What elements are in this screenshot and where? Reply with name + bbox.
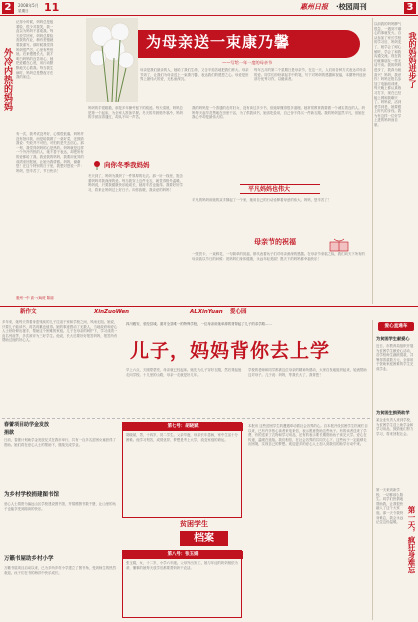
center-small-title-box (240, 184, 320, 194)
left-article-body-2: 有一次，我考试没考好，心情很低落，妈妈并没有批评我，而是给我做了一桌好菜，还鼓励我说：失败并不可怕，可怕的是失去信心。那一刻，我觉得妈妈的心是热的。妈妈就是这样一个外冷内热的人，她不善于表达，却把所有的爱都给了我。我爱我的妈妈，我要用优异的成绩来回报她，让她为我骄傲。妈妈，谢谢您！在这个特别的日子里，我想对您说一声：妈妈，您辛苦了，节日快乐！ (16, 132, 84, 173)
vertical-title-outer (2, 48, 12, 111)
lower-left-title-2: 捐款 (4, 430, 15, 436)
masthead-rule (0, 15, 418, 16)
headline-lede: 四川雅安，荥经县城。面对全县唯一的特殊学校，一位母亲用她单薄的背背起了儿子的求学路…… (126, 322, 272, 326)
left-column-top (2, 18, 84, 306)
lower-left-column (2, 420, 120, 620)
poor-student-files (122, 420, 370, 620)
sidebar-item-2-body: 某企业负责人来到学校，为贫困学生送上助学金和学习用品，鼓励他们努力学习，将来回报社会。 (376, 418, 414, 436)
right-column-divider (372, 18, 373, 304)
rose-icon (92, 160, 102, 170)
lower-left-title-4: 万籁书屋助乡村小学 (4, 556, 54, 562)
page-number: 2 (2, 2, 14, 14)
banner-subtitle: ——写给一年一度的母亲节 (222, 60, 273, 65)
headline-body-1: 早上六点，天刚蒙蒙亮，母亲就已经起床。她先为儿子穿好衣服，然后背起他走向学校。十几里的山路，母亲一走就是好几年。 (126, 368, 242, 377)
center-small-title: 平凡妈妈也伟大 (248, 186, 291, 193)
headline-left-column: 多年来，她每天背着身患残疾的儿子往返于家和学校之间，风雨无阻。她说，只要儿子能读书，再苦再累也值得。她的事迹感动了无数人，当地政府和爱心人士纷纷伸出援手，帮助这个困难的家庭。儿子在母亲的呵护下，学习成绩一直名列前茅，多次被评为三好学生。他说，长大后要好好报答妈妈，报答所有帮助过他的好心人。 (2, 320, 118, 343)
lower-rule (2, 418, 370, 419)
file-card-2-title: 第八号：张玉娟 (123, 551, 243, 559)
middle-band (0, 308, 418, 318)
vertical-title-part-1: 外 (2, 48, 12, 57)
paper-name: 惠州日报 (300, 3, 328, 11)
lower-left-body-3: 万籁书屋项目启动以来，已为多所乡村小学建立了图书角，受到师生的热烈欢迎。孩子们在书的海洋中快乐成长。 (4, 566, 116, 575)
banner (138, 30, 360, 58)
headline-photo-area (2, 320, 120, 416)
left-article-body-1: 记得小时候，妈妈总是板着脸，很少对我笑，我一直以为妈妈不喜欢我。每天放学回家，妈妈总要检查我的作业，稍有差错就要我重写。那时候我觉得妈妈很严厉，心里有些怕她。后来慢慢长大，我才明白妈妈的良苦用心，她把爱藏在心底，用行动默默地关心着我。每当我生病时，妈妈总是整夜守在我的床边。 (16, 20, 54, 80)
headline-body-2: 学校的老师和同学都被这位母亲的精神所感动，大家自发地组织起来，轮流帮助这对母子。儿子说：妈妈，等我长大了，我背您！ (248, 368, 367, 377)
mother-love-box (190, 238, 370, 306)
file-card-2-body: 张玉娟，女，十二岁，小学六年级。父母外出务工，她与年迈的奶奶相依为命，懂事的她每天放学后都要帮奶奶干农活。 (126, 561, 238, 570)
sidebar-badge: 爱心直通车 (378, 322, 414, 331)
banner-title: 为母亲送一束康乃馨 (146, 33, 291, 51)
gift-icon (328, 238, 350, 252)
lower-left-body-2: 爱心人士捐资为偏远山区学校建设图书馆，并捐赠图书数千册，让山里的孩子也能享受到阅读的快乐。 (4, 502, 116, 511)
sidebar-vertical-title: 第一天，疯狂身难忘 (407, 506, 416, 574)
mother-love-title: 母亲节的祝福 (254, 238, 296, 246)
center-small-section (190, 104, 370, 304)
rose-section-title: 向你冬季我妈妈 (104, 161, 150, 169)
sidebar-divider (372, 320, 373, 620)
file-card-1 (122, 422, 242, 518)
sidebar-right (374, 320, 418, 620)
middle-band-rule (0, 306, 418, 307)
headline-center (122, 320, 370, 416)
right-article-body: 以前我的妈妈脾气很急，一遇到不顺心的事就发火。自从参加了家长学校的学习后，妈妈变了，她学会了耐心倾听，学会了和我沟通交流。现在我们就像朋友一样无话不谈。我的妈妈进步了，我真为她高兴！妈妈，我爱你！妈妈还报名参加了电脑培训班，每天晚上都认真练习打字，现在已经能上网和我聊天了。妈妈说，活到老学到老，她要跟上时代的步伐。我为有这样一位好学上进的妈妈而自豪。 (374, 22, 402, 128)
sidebar-item-2-title: 为贫困生捐资助学 (376, 410, 410, 415)
file-center-title-1: 贫困学生 (180, 520, 208, 528)
vertical-title-part-3: 的妈妈 (2, 84, 12, 111)
middle-left-header-cn: 新作文 (20, 309, 37, 315)
page-label: 3 (404, 2, 416, 14)
left-article-byline: 惠州一中 高一(8)班 陈丽 (16, 296, 54, 300)
headline-title: 儿子，妈妈背你去上学 (130, 340, 331, 362)
section-name: ·校园周刊 (336, 3, 367, 11)
rose-section (86, 104, 186, 304)
date-label: 2008年5月 (18, 3, 39, 8)
mother-love-body: 一张贺卡，一束鲜花，一句简单的祝福，都代表着孩子们对母亲深深的感激。在母亲节来临之际，我们向天下所有的母亲致以节日的问候：祝妈妈们身体健康，永远年轻美丽！愿天下的妈妈都幸福快乐！ (192, 252, 365, 261)
middle-center-header-cn: 爱心园 (230, 309, 247, 315)
file-center-title-2: 档案 (180, 531, 228, 546)
masthead (0, 0, 418, 16)
day-number: 11 (44, 1, 60, 14)
rose-article-top: 妈妈的手很粗糙，那是多年操劳留下的痕迹。每天清晨，妈妈总是第一个起床，为全家人准备早餐。冬天的早晨格外寒冷，妈妈的手被冻得通红，却从不叫一声苦。 (88, 106, 183, 120)
carnation-illustration (86, 18, 138, 102)
sidebar-item-3-body: 第一天来到新学校，一切都那么陌生。同学们热情地帮助我，让我很快融入了这个大家庭。那一天令我终身难忘，我会永远记住这份温暖。 (376, 488, 404, 525)
banner-flowers (86, 18, 138, 102)
vertical-title-part-2: 冷内热 (2, 57, 12, 84)
file-card-2 (122, 550, 242, 618)
lower-left-title-1: 春蕾项目助学金发放 (4, 422, 50, 428)
center-article-top: 我的妈妈是一个普通的农村妇女，没有读过多少书，但她却懂得很多道理。她常常教育我要做一个诚实善良的人。妈妈每天起早贪黑地在田里干活，为了供我读书，她省吃俭用，自己舍不得买一件新衣服。我的妈妈虽然平凡，但她在我心中却是最伟大的。 (192, 106, 365, 120)
lower-center-body: 本报讯 这些贫困学生的遭遇牵动着社会各界的心。自本报开设贫困学生档案栏目以来，已有许多热心读者来电来信，表示愿意资助这些孩子。有的读者送来了学费，有的送来了衣物和学习用品，还有的表示要长期资助孩子读完大学。爱心在传递，温暖在延续。我们相信，在社会各界的共同关心下，这些孩子一定能够走出困境，实现自己的梦想。欢迎更多的爱心人士加入到我们的助学行动中来。 (248, 424, 368, 447)
rose-section-title-box (92, 160, 180, 170)
banner-article-col-1: 母亲是我们最亲的人，她给了我们生命，又含辛茹苦地把我们养大。母亲节到了，让我们为母亲送上一束康乃馨，表达我们的感恩之心。母爱是世界上最伟大的爱，无私而深沉。 (140, 68, 249, 82)
file-card-1-title: 第七号：胡晓斌 (123, 423, 243, 431)
banner-article-col-2: 每年五月的第二个星期日是母亲节，在这一天，人们用各种方式表达对母亲的爱。同学们纷纷拿起手中的笔，写下对妈妈的感激和祝福，本期特刊选登部分优秀习作，以飨读者。 (254, 68, 366, 82)
lower-left-title-3: 为乡村学校捐建图书馆 (4, 492, 60, 498)
right-column-top (374, 18, 418, 306)
right-vertical-title: 我的妈妈进步了 (408, 32, 417, 88)
file-card-1-body: 胡晓斌，男，十四岁，初二学生。父亲早逝，母亲长年患病，家中生活十分困难。他学习刻苦，成绩优异，梦想是考上大学，改变家庭的命运。 (126, 433, 238, 442)
middle-center-header: ALXinYuan (190, 309, 223, 315)
sidebar-item-1-title: 为贫困学生献爱心 (376, 336, 410, 341)
file-center-label (166, 520, 242, 548)
rose-article-bottom: 冬天到了，妈妈为我织了一件厚厚的毛衣。那一针一线里，饱含着妈妈对我深深的爱。每当我穿上这件毛衣，就觉得格外温暖。妈妈说，只要我健康快乐地成长，她再辛苦也值得。我要好好学习，将来让妈妈过上好日子。向你致敬，我亲爱的妈妈！ (88, 174, 183, 192)
weekday-label: 星期日 (18, 9, 29, 13)
lower-left-body-1: 日前，春蕾计划助学金发放仪式在我市举行，共有一百多名贫困女童获得了资助。她们将在爱心人士的帮助下，继续完成学业。 (4, 438, 116, 447)
center-article-bottom: 平凡的妈妈用她的双手撑起了一个家，她用自己的行动诠释着母爱的伟大。妈妈，您辛苦了！ (192, 198, 332, 202)
middle-left-header: XinZuoWen (94, 309, 130, 315)
sidebar-item-1-body: 近日，市教育局组织开展为贫困学生献爱心活动，各学校师生踊跃捐款，共筹得善款数万元，全部用于资助家庭困难的学生完成学业。 (376, 344, 414, 371)
